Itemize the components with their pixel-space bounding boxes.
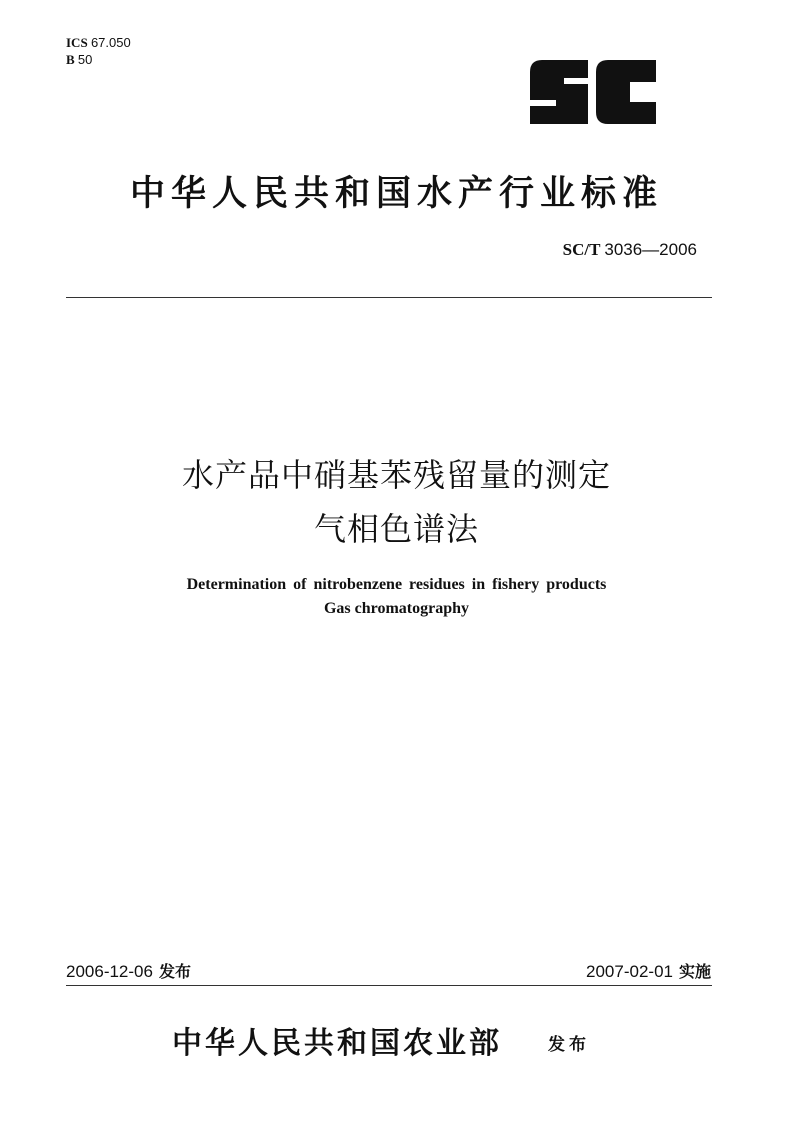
ccs-code <box>66 51 131 68</box>
implementation-date-label: 实施 <box>678 962 711 981</box>
ccs-label: B <box>66 52 75 67</box>
issued-label: 发布 <box>548 1035 590 1055</box>
ics-code <box>66 34 131 51</box>
implementation-date-value: 2007-02-01 <box>586 962 673 981</box>
classification-codes <box>66 34 131 68</box>
ics-label: ICS <box>66 35 88 50</box>
ics-number: 67.050 <box>90 35 131 50</box>
issuing-ministry: 中华人民共和国农业部 <box>172 1026 502 1061</box>
standard-code-number: 3036—2006 <box>604 240 697 259</box>
standard-code <box>563 240 697 260</box>
issue-date <box>66 959 191 982</box>
implementation-date <box>586 959 711 982</box>
sc-logo <box>528 58 658 126</box>
sc-logo-text: SC <box>528 58 530 59</box>
document-title-cn-line1: 水产品中硝基苯残留量的测定 <box>181 456 611 494</box>
issue-date-value: 2006-12-06 <box>66 962 153 981</box>
document-title-cn-line2: 气相色谱法 <box>313 510 479 548</box>
standard-category-title: 中华人民共和国水产行业标准 <box>129 174 663 214</box>
top-divider <box>66 297 712 298</box>
ccs-number: 50 <box>77 52 93 67</box>
sc-logo-letter-c <box>596 60 656 124</box>
bottom-divider <box>66 985 712 986</box>
standard-code-prefix: SC/T <box>562 240 601 259</box>
sc-logo-letter-s <box>530 60 588 124</box>
document-title-en-line1: Determination of nitrobenzene residues in fishery products <box>186 576 607 593</box>
issue-date-label: 发布 <box>158 962 191 981</box>
document-title-en-line2: Gas chromatography <box>323 600 470 617</box>
